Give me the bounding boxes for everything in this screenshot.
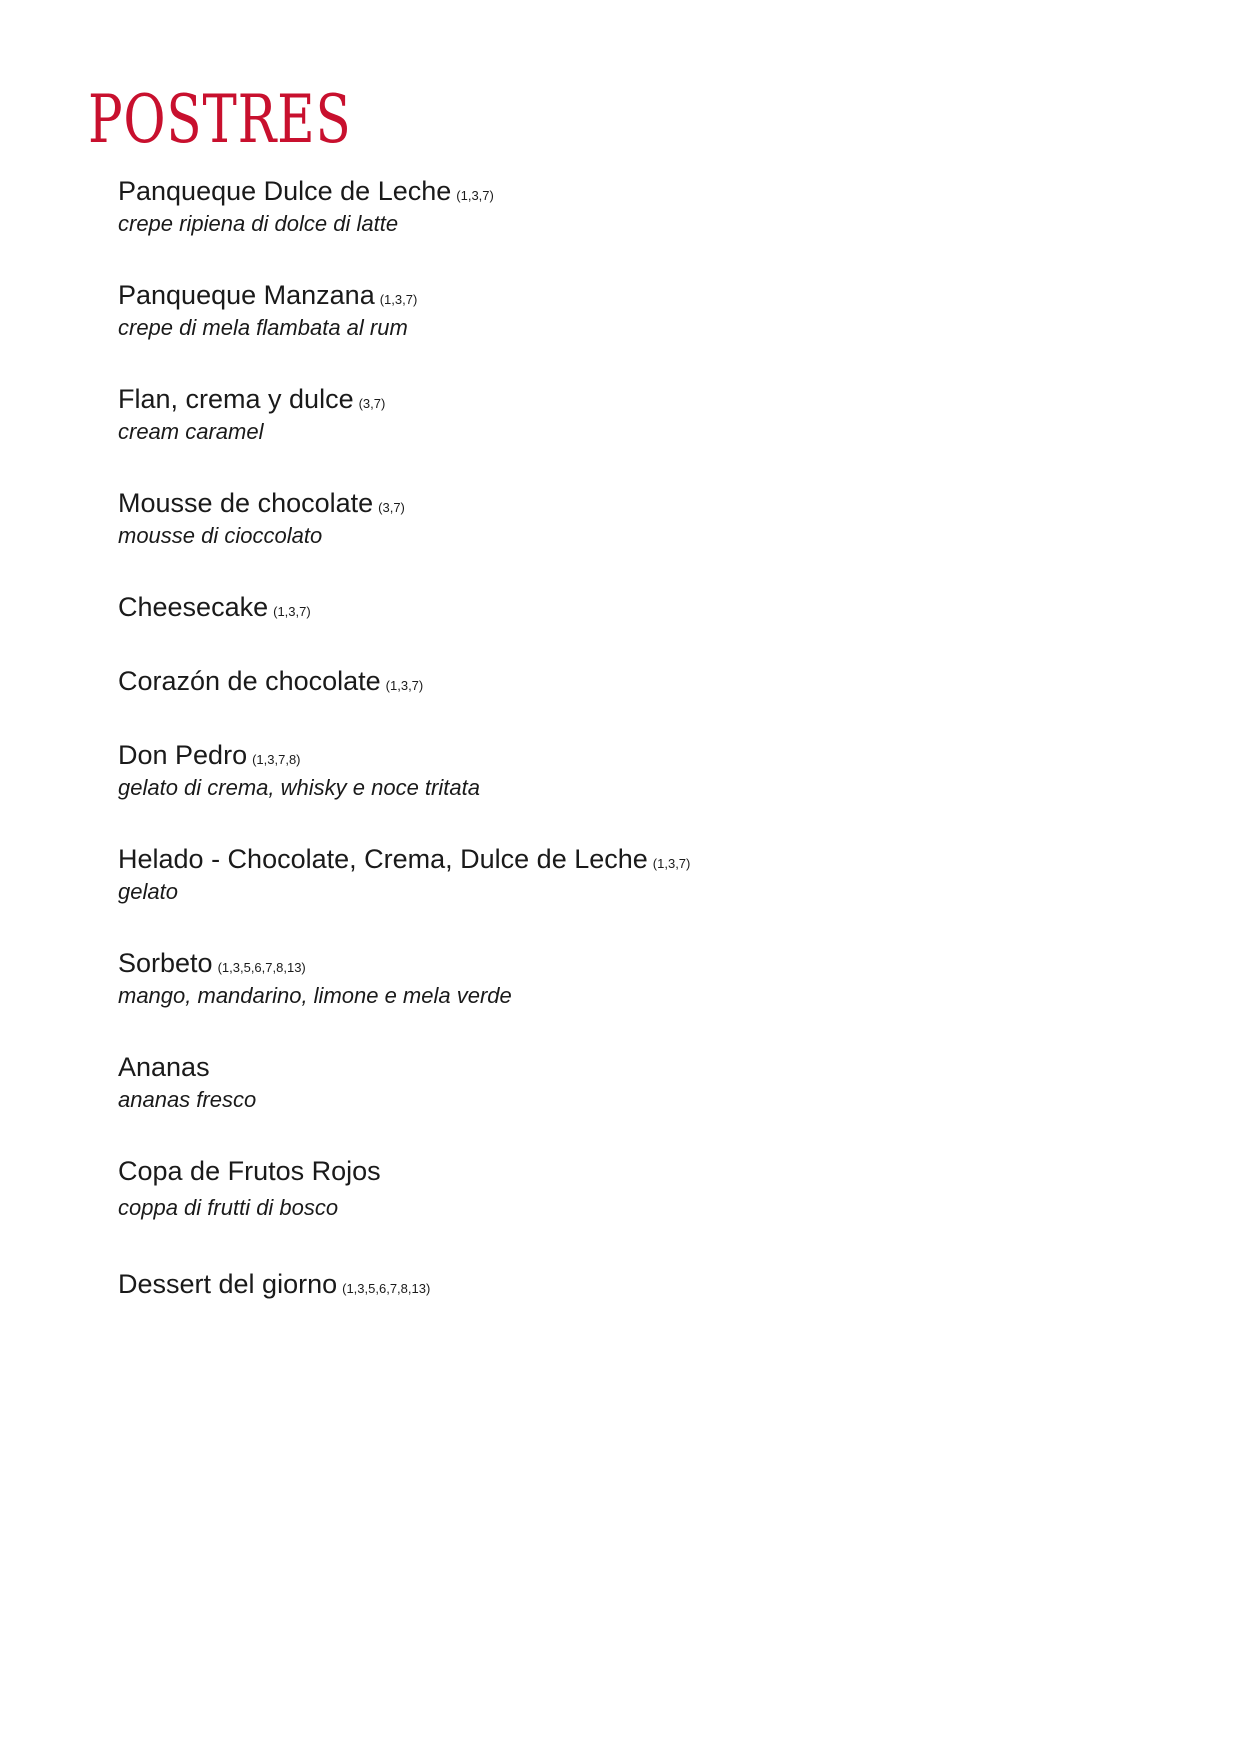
dish-line xyxy=(118,592,1118,622)
dish-line xyxy=(118,176,1118,206)
dish-description: coppa di frutti di bosco xyxy=(118,1195,339,1220)
dish-line xyxy=(118,666,1118,696)
menu-item xyxy=(118,740,1118,800)
dish-description: crepe ripiena di dolce di latte xyxy=(118,211,399,236)
menu-item xyxy=(118,844,1118,904)
dish-name: Flan, crema y dulce xyxy=(118,384,354,414)
dish-line xyxy=(118,740,1118,770)
dish-line xyxy=(118,1156,1118,1186)
allergen-codes: (1,3,5,6,7,8,13) xyxy=(342,1281,431,1296)
dish-line xyxy=(118,844,1118,874)
menu-item xyxy=(118,176,1118,236)
dish-description: mousse di cioccolato xyxy=(118,523,323,548)
dish-line xyxy=(118,1269,1118,1299)
dish-line xyxy=(118,948,1118,978)
allergen-codes: (1,3,7,8) xyxy=(252,752,301,767)
dish-name: Cheesecake xyxy=(118,592,269,622)
menu-item xyxy=(118,1052,1118,1112)
dish-name: Don Pedro xyxy=(118,740,248,770)
dish-line xyxy=(118,488,1118,518)
menu-item xyxy=(118,488,1118,548)
allergen-codes: (1,3,7) xyxy=(273,604,311,619)
allergen-codes: (1,3,7) xyxy=(385,678,424,693)
dish-description: mango, mandarino, limone e mela verde xyxy=(118,983,512,1008)
section-title: POSTRES xyxy=(88,81,352,158)
dish-name: Panqueque Dulce de Leche xyxy=(118,176,452,206)
allergen-codes: (1,3,7) xyxy=(379,292,418,307)
dish-name: Sorbeto xyxy=(118,948,213,978)
allergen-codes: (1,3,5,6,7,8,13) xyxy=(217,960,306,975)
dish-name: Dessert del giorno xyxy=(118,1269,338,1299)
menu-item xyxy=(118,280,1118,340)
dish-description: ananas fresco xyxy=(118,1087,257,1112)
dish-name: Corazón de chocolate xyxy=(118,666,381,696)
menu-item xyxy=(118,592,1118,622)
dish-description: gelato di crema, whisky e noce tritata xyxy=(118,775,480,800)
dish-description: cream caramel xyxy=(118,419,264,444)
allergen-codes: (1,3,7) xyxy=(652,856,691,871)
dish-line xyxy=(118,384,1118,414)
menu-item xyxy=(118,1269,1118,1299)
menu-item xyxy=(118,384,1118,444)
dish-name: Panqueque Manzana xyxy=(118,280,375,310)
allergen-codes: (3,7) xyxy=(378,500,405,515)
menu-item xyxy=(118,1156,1118,1220)
dish-name: Ananas xyxy=(118,1052,210,1082)
dish-name: Copa de Frutos Rojos xyxy=(118,1156,381,1186)
dish-description: crepe di mela flambata al rum xyxy=(118,315,408,340)
dish-line xyxy=(118,1052,1118,1082)
dish-description: gelato xyxy=(118,879,178,904)
menu-item xyxy=(118,666,1118,696)
dish-name: Mousse de chocolate xyxy=(118,488,374,518)
menu-item xyxy=(118,948,1118,1008)
allergen-codes: (3,7) xyxy=(358,396,386,411)
allergen-codes: (1,3,7) xyxy=(456,188,494,203)
dish-line xyxy=(118,280,1118,310)
dish-name: Helado - Chocolate, Crema, Dulce de Leche xyxy=(118,844,648,874)
